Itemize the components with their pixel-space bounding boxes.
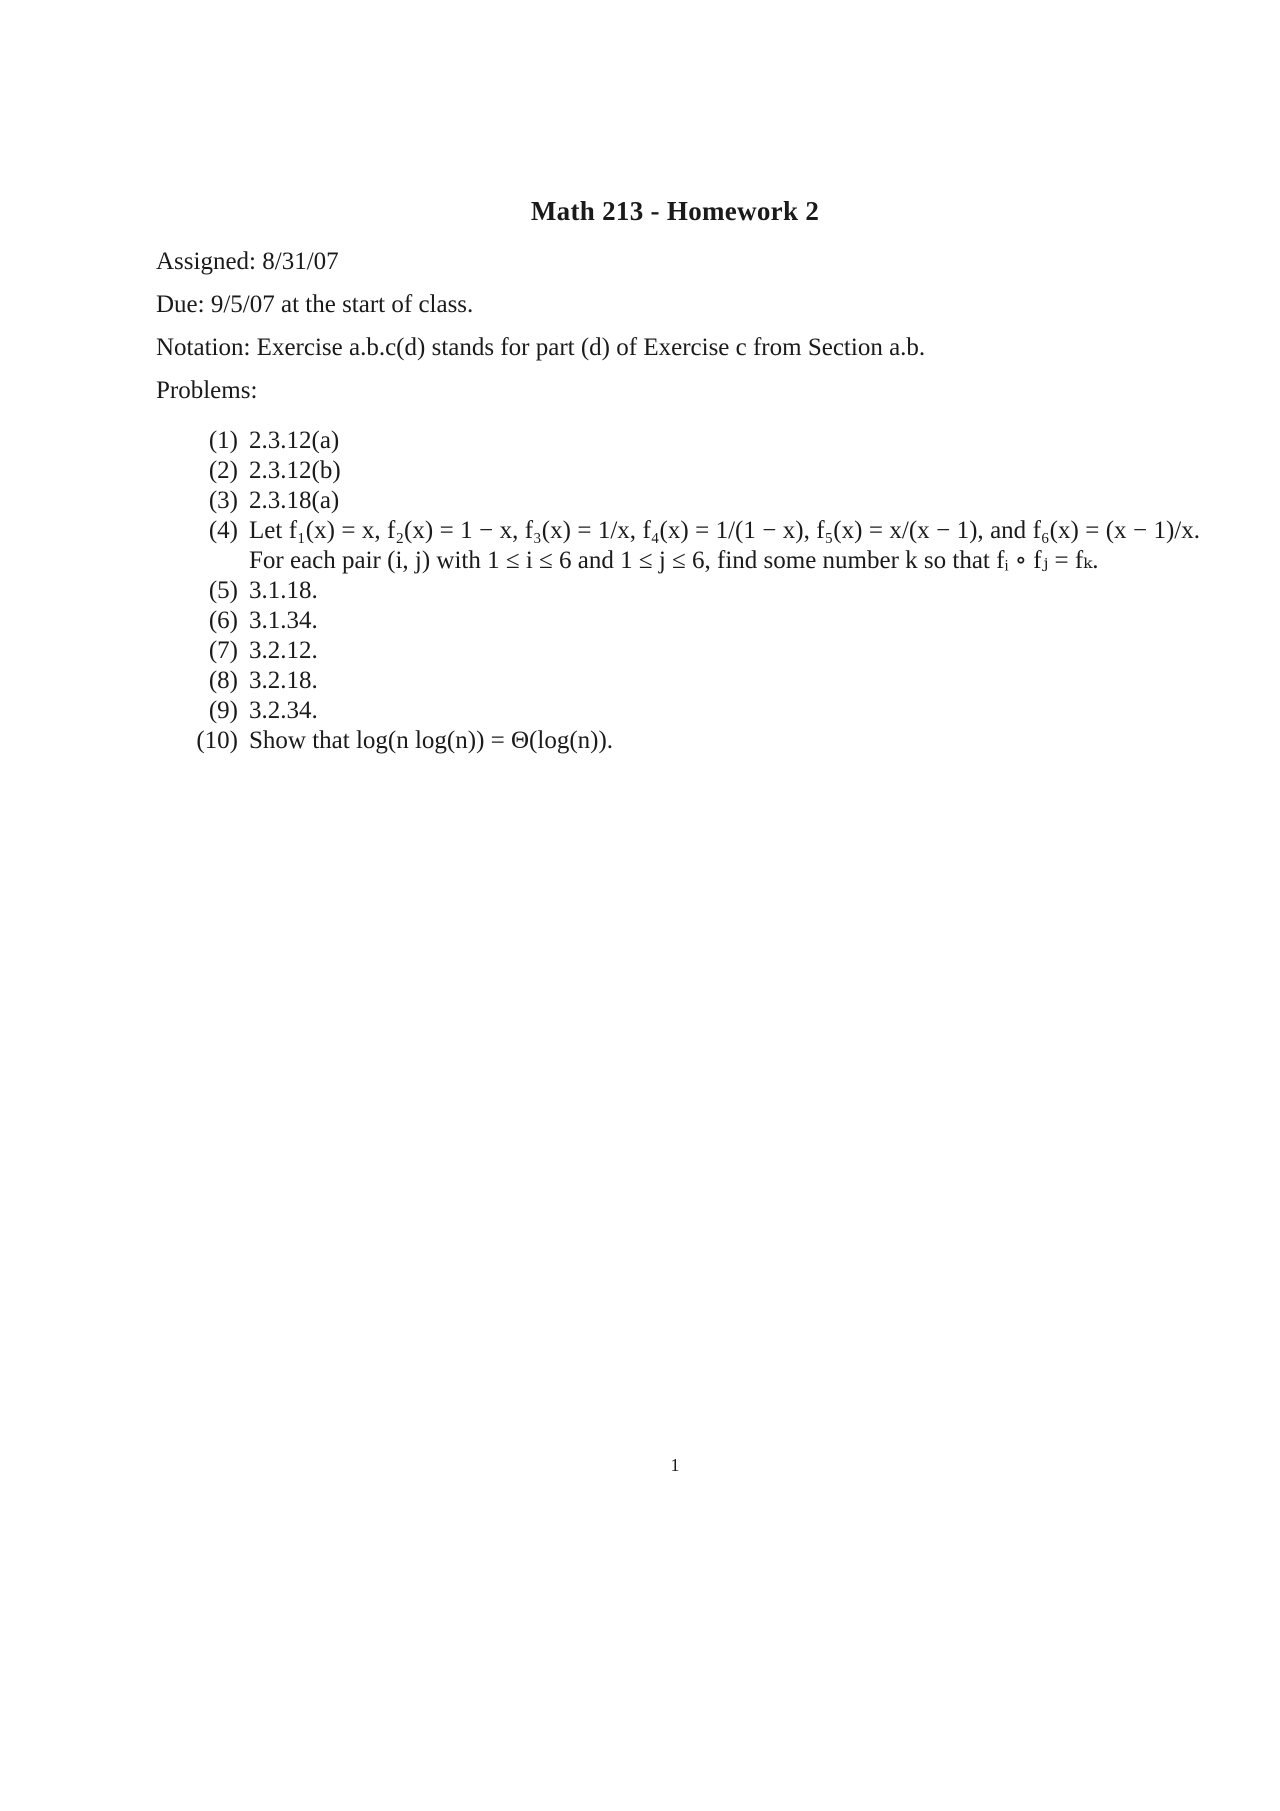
problem-list xyxy=(150,426,1200,756)
problems-heading: Problems: xyxy=(156,377,258,404)
problem-text: 3.1.34. xyxy=(249,607,318,634)
problem-number: (6) xyxy=(208,607,238,634)
problem-item xyxy=(150,636,1200,666)
problem-number: (7) xyxy=(208,637,238,664)
problem-text: 2.3.18(a) xyxy=(249,487,340,514)
problem-number: (3) xyxy=(208,487,238,514)
problem-number: (2) xyxy=(208,457,238,484)
problem-number: (1) xyxy=(208,427,238,454)
problem-item xyxy=(150,486,1200,516)
document-title: Math 213 - Homework 2 xyxy=(530,196,820,226)
problem-item xyxy=(150,516,1200,576)
problem-item xyxy=(150,726,1200,756)
problem-item xyxy=(150,666,1200,696)
problem-text: 3.2.34. xyxy=(249,697,318,724)
problem-text: 2.3.12(a) xyxy=(249,427,340,454)
problem-text: Show that log(n log(n)) = Θ(log(n)). xyxy=(249,727,614,754)
problem-number: (5) xyxy=(208,577,238,604)
assigned-date: Assigned: 8/31/07 xyxy=(156,248,339,275)
problem-text: 3.2.12. xyxy=(249,637,318,664)
problem-item xyxy=(150,606,1200,636)
notation-note: Notation: Exercise a.b.c(d) stands for part (d) of Exercise c from Section a.b. xyxy=(156,334,926,361)
due-date: Due: 9/5/07 at the start of class. xyxy=(156,291,474,318)
problem-text: 3.2.18. xyxy=(249,667,318,694)
problem-text: 2.3.12(b) xyxy=(249,457,341,484)
problem-item xyxy=(150,696,1200,726)
problem-number: (9) xyxy=(208,697,238,724)
problem-item xyxy=(150,576,1200,606)
problem-number: (10) xyxy=(196,727,238,754)
problem-text: Let f₁(x) = x, f₂(x) = 1 − x, f₃(x) = 1/x, f₄(x) = 1/(1 − x), f₅(x) = x/(x − 1), and f₆(x) = (x − 1)/x. For each pair (i, j) with 1 ≤ i ≤ 6 and 1 ≤ j ≤ 6, find some number k so that fᵢ ∘ fⱼ = fₖ. xyxy=(249,517,1200,574)
problem-text: 3.1.18. xyxy=(249,577,318,604)
page-number: 1 xyxy=(670,1455,680,1475)
problem-item xyxy=(150,456,1200,486)
problem-number: (4) xyxy=(208,517,238,544)
problem-item xyxy=(150,426,1200,456)
problem-number: (8) xyxy=(208,667,238,694)
